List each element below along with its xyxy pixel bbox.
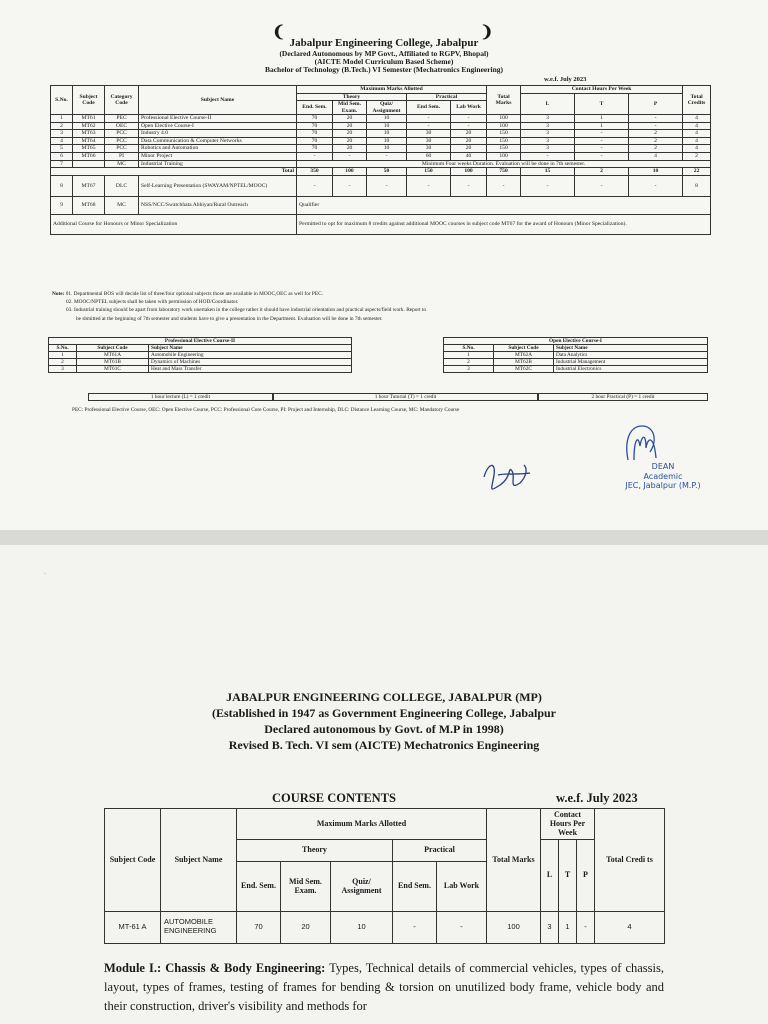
cell-quiz: 10: [367, 130, 407, 138]
cell-code: MT62: [73, 122, 105, 130]
cc-th-practical: Practical: [393, 839, 487, 861]
cell-sno: 5: [51, 145, 73, 153]
cell-credits: 4: [683, 115, 711, 123]
cell-l: -: [521, 153, 575, 161]
cell-lab: 20: [451, 145, 487, 153]
th-subject-name: Subject Name: [139, 86, 297, 115]
table-row: MT-61 A AUTOMOBILE ENGINEERING 70 20 10 - - 100 3 1 - 4: [105, 911, 665, 943]
cell-pend: -: [407, 115, 451, 123]
p2-program: Revised B. Tech. VI sem (AICTE) Mechatronics Engineering: [228, 738, 540, 752]
table-row: 9 MT68 MC NSS/NCC/Swatchhata Abhiyan/Rural Outreach Qualifier: [51, 196, 711, 214]
cell-sno: 4: [51, 137, 73, 145]
cc-th-subject-code: Subject Code: [105, 809, 161, 912]
th-mid-sem: Mid Sem. Exam.: [333, 101, 367, 115]
cell-p: 2: [629, 137, 683, 145]
cell-code: MT65: [73, 145, 105, 153]
table-row: [51, 122, 711, 130]
cell-total: 100: [487, 115, 521, 123]
p2-college-name: JABALPUR ENGINEERING COLLEGE, JABALPUR (MP): [226, 690, 542, 704]
p2-autonomous: Declared autonomous by Govt. of M.P in 1998): [264, 722, 504, 736]
training-note: Minimum Four weeks Duration. Evaluation will be done in 7th semester.: [297, 160, 711, 168]
th-max-marks: Maximum Marks Allotted: [297, 86, 487, 94]
cell-lab: 40: [451, 153, 487, 161]
notes: Note: 01. Departmental BOS will decide list of three/four optional subjects those are available in MOOC,OEC as well for PEC. 02. MOOC/NPTEL subjects shall be taken with permission of HOD/Coordinator. 03. Industrial training should be apart from laboratory work unertaken in the college rather it should have industrial orientation and practical aspects/field work. Report to be sbmitted at the beginning of 7th semester and students have to give a presentation in the Department. Evaluation will be done in 7th semester.: [52, 291, 427, 322]
cell-mid: -: [333, 153, 367, 161]
oe-title: Open Elective Course-I: [444, 338, 708, 345]
cell-t: -: [575, 130, 629, 138]
cell-cat: PEC: [105, 115, 139, 123]
list-item: 2 MT62B Industrial Management: [444, 359, 708, 366]
cell-pend: 30: [407, 145, 451, 153]
cell-cat: OEC: [105, 122, 139, 130]
module-1-title: Module I.: Chassis & Body Engineering:: [104, 961, 326, 975]
signature-icon: [478, 455, 536, 495]
cc-th-subject-name: Subject Name: [161, 809, 237, 912]
cell-end: 70: [297, 137, 333, 145]
cell-t: -: [575, 145, 629, 153]
qualifier-note: Qualifier: [297, 196, 711, 214]
th-end-sem: End. Sem.: [297, 101, 333, 115]
cell-t: 1: [575, 115, 629, 123]
dean-stamp: DEAN Academic JEC, Jabalpur (M.P.): [625, 462, 701, 490]
th-lab-work: Lab Work: [451, 101, 487, 115]
cell-code: MT61: [73, 115, 105, 123]
cell-mid: 20: [333, 122, 367, 130]
list-item: 1 MT62A Data Analytics: [444, 352, 708, 359]
cell-l: 3: [521, 137, 575, 145]
th-total-marks: Total Marks: [487, 86, 521, 115]
p2-wef-date: w.e.f. July 2023: [556, 791, 638, 805]
cell-t: -: [575, 137, 629, 145]
dean-signature-icon: [620, 420, 664, 468]
cell-lab: -: [451, 115, 487, 123]
cell-cat: PCC: [105, 130, 139, 138]
cell-end: 70: [297, 122, 333, 130]
cell-l: 3: [521, 145, 575, 153]
cell-name: Robotics and Automation: [139, 145, 297, 153]
cell-quiz: 10: [367, 115, 407, 123]
table-row: [51, 137, 711, 145]
cell-t: -: [575, 153, 629, 161]
cell-pend: 60: [407, 153, 451, 161]
cell-name: Professional Elective Course-II: [139, 115, 297, 123]
list-item: 1 MT61A Automobile Engineering: [49, 352, 352, 359]
cell-quiz: 10: [367, 122, 407, 130]
header-affiliation: (Declared Autonomous by MP Govt., Affiliated to RGPV, Bhopal): [279, 49, 489, 58]
cell-lab: -: [451, 122, 487, 130]
th-p-end-sem: End Sem.: [407, 101, 451, 115]
cell-credits: 2: [683, 153, 711, 161]
cell-quiz: 10: [367, 145, 407, 153]
logo-left-icon: ❨: [272, 24, 286, 41]
th-sno: S.No.: [51, 86, 73, 115]
course-contents-title: COURSE CONTENTS: [272, 791, 396, 805]
cell-name: Minor Project: [139, 153, 297, 161]
cell-code: MT63: [73, 130, 105, 138]
table-row: [51, 115, 711, 123]
cell-mid: 20: [333, 145, 367, 153]
module-1-text: Module I.: Chassis & Body Engineering: Types, Technical details of commercial vehicles, types of chassis, layout, types of frames, testing of frames for bending & torsion on unutilized body frame, vehicle body and their construction, driver's visibility and methods for: [104, 961, 664, 1013]
logo-right-icon: ❩: [480, 24, 494, 41]
cell-sno: 1: [51, 115, 73, 123]
table-row: [51, 145, 711, 153]
cc-th-total-marks: Total Marks: [487, 809, 541, 912]
list-item: 3 MT62C Industrial Electronics: [444, 366, 708, 373]
cell-p: -: [629, 122, 683, 130]
th-quiz: Quiz/ Assignment: [367, 101, 407, 115]
cell-l: 3: [521, 115, 575, 123]
cell-sno: 3: [51, 130, 73, 138]
scan-speck-icon: ․: [44, 570, 47, 576]
table-row: Additional Course for Honours or Minor Specialization Permitted to opt for maximum 8 credits against additional MOOC courses in subject code MT67 for the award of Honours (Minor Specialization).: [51, 214, 711, 234]
cell-credits: 4: [683, 122, 711, 130]
th-category-code: Category Code: [105, 86, 139, 115]
cell-total: 150: [487, 130, 521, 138]
cc-th-total-credits: Total Credi ts: [595, 809, 665, 912]
header-scheme: (AICTE Model Curriculum Based Scheme): [314, 57, 454, 66]
cell-credits: 4: [683, 145, 711, 153]
cell-end: 70: [297, 145, 333, 153]
th-subject-code: Subject Code: [73, 86, 105, 115]
cell-total: 100: [487, 153, 521, 161]
cell-p: 4: [629, 153, 683, 161]
cell-cat: PCC: [105, 145, 139, 153]
cell-code: MT66: [73, 153, 105, 161]
professional-elective-table: Professional Elective Course-II S.No. Subject Code Subject Name 1 MT61A Automobile Engineering 2 MT61B Dynamics of Machines 3 MT61C Heat and Mass Transfer: [48, 337, 352, 373]
cell-quiz: -: [367, 153, 407, 161]
table-row: 8 MT67 DLC Self-Learning Presentation (SWAYAM/NPTEL/MOOC) - - - - - - - - - 8: [51, 175, 711, 196]
cell-pend: -: [407, 122, 451, 130]
cell-cat: PI: [105, 153, 139, 161]
cell-p: -: [629, 115, 683, 123]
cell-mid: 20: [333, 115, 367, 123]
th-contact-hours: Contact Hours Per Week: [521, 86, 683, 94]
scheme-table: [50, 85, 711, 235]
cell-pend: 30: [407, 130, 451, 138]
cell-lab: 20: [451, 137, 487, 145]
th-p: P: [629, 93, 683, 114]
th-l: L: [521, 93, 575, 114]
cell-lab: 20: [451, 130, 487, 138]
header-program: Bachelor of Technology (B.Tech.) VI Semester (Mechatronics Engineering): [264, 65, 504, 74]
cc-th-theory: Theory: [237, 839, 393, 861]
credit-lecture: 1 hour lecture (L) = 1 credit: [88, 393, 273, 401]
cell-p: 2: [629, 130, 683, 138]
th-theory: Theory: [297, 93, 407, 101]
cell-cat: PCC: [105, 137, 139, 145]
cell-name: Industry 4.0: [139, 130, 297, 138]
cell-code: MT64: [73, 137, 105, 145]
cc-th-max-marks: Maximum Marks Allotted: [237, 809, 487, 840]
open-elective-table: Open Elective Course-I S.No. Subject Code Subject Name 1 MT62A Data Analytics 2 MT62B Industrial Management 3 MT62C Industrial Electronics: [443, 337, 708, 373]
course-contents-table: Subject Code Subject Name Maximum Marks Allotted Total Marks Contact Hours Per Week Total Credi ts Theory Practical L T P End. Sem. Mid Sem. Exam. Quiz/ Assignment End Sem. Lab Work MT-61 A AUTOMOBILE ENGINEERING 70 20 10 - - 100 3 1 - 4: [104, 808, 665, 944]
cell-mid: 20: [333, 137, 367, 145]
cell-credits: 4: [683, 137, 711, 145]
wef-date: w.e.f. July 2023: [544, 76, 587, 83]
table-row: 7 MC Industrial Training Minimum Four weeks Duration. Evaluation will be done in 7th semester.: [51, 160, 711, 168]
cell-name: Data Communication & Computer Networks: [139, 137, 297, 145]
cell-l: 3: [521, 122, 575, 130]
credit-practical: 2 hour Practical (P) = 1 credit: [538, 393, 708, 401]
cell-end: -: [297, 153, 333, 161]
table-row: [51, 153, 711, 161]
course-contents-page: [0, 545, 768, 1024]
cell-sno: 2: [51, 122, 73, 130]
cell-l: 3: [521, 130, 575, 138]
pe-title: Professional Elective Course-II: [49, 338, 352, 345]
cell-quiz: 10: [367, 137, 407, 145]
cell-end: 70: [297, 115, 333, 123]
cell-total: 150: [487, 137, 521, 145]
list-item: 3 MT61C Heat and Mass Transfer: [49, 366, 352, 373]
cell-sno: 6: [51, 153, 73, 161]
cell-total: 100: [487, 122, 521, 130]
honours-note: Permitted to opt for maximum 8 credits against additional MOOC courses in subject code MT67 for the award of Honours (Minor Specialization).: [297, 214, 711, 234]
th-practical: Practical: [407, 93, 487, 101]
p2-established: (Established in 1947 as Government Engineering College, Jabalpur: [211, 706, 557, 720]
cell-credits: 4: [683, 130, 711, 138]
cell-pend: 30: [407, 137, 451, 145]
abbreviations: PEC: Professional Elective Course, OEC: Open Elective Course, PCC: Professional Core Course, PI: Project and Internship, DLC: Distance Learning Course, MC: Mandatory Course: [72, 407, 460, 413]
list-item: 2 MT61B Dynamics of Machines: [49, 359, 352, 366]
th-total-credits: Total Credits: [683, 86, 711, 115]
cell-p: 2: [629, 145, 683, 153]
college-name: Jabalpur Engineering College, Jabalpur: [289, 37, 479, 49]
total-row: Total 350 100 50 150 100 750 15 2 10 22: [51, 168, 711, 176]
cell-total: 150: [487, 145, 521, 153]
cell-end: 70: [297, 130, 333, 138]
table-row: [51, 130, 711, 138]
cell-t: 1: [575, 122, 629, 130]
cell-name: Open Elective Course-I: [139, 122, 297, 130]
credit-tutorial: 1 hour Tutorial (T) = 1 credit: [273, 393, 538, 401]
cell-mid: 20: [333, 130, 367, 138]
th-t: T: [575, 93, 629, 114]
cc-th-contact-hours: Contact Hours Per Week: [541, 809, 595, 840]
